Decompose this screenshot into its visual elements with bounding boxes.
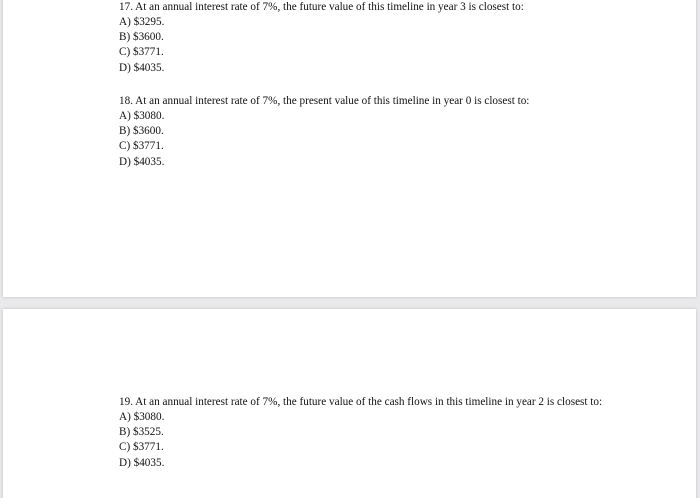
- question-19-options: [119, 410, 609, 471]
- option-a: A) $3080.: [119, 110, 165, 122]
- option-a: A) $3080.: [119, 411, 165, 423]
- option-c: C) $3771.: [119, 441, 164, 454]
- question-17-options: [119, 15, 619, 76]
- question-18-options: [119, 109, 619, 170]
- question-17: [119, 0, 619, 76]
- question-19-text: 19. At an annual interest rate of 7%, the future value of the cash flows in this timeline in year 2 is closest to:: [119, 396, 603, 408]
- option-d: D) $4035.: [119, 61, 165, 74]
- question-18: [119, 94, 619, 170]
- option-d: D) $4035.: [119, 456, 165, 469]
- question-19: [119, 395, 609, 471]
- document-page-1: [3, 0, 696, 297]
- option-c: C) $3771.: [119, 140, 164, 153]
- option-d: D) $4035.: [119, 155, 165, 168]
- option-a: A) $3295.: [119, 16, 165, 28]
- option-b: B) $3525.: [119, 426, 164, 439]
- document-page-2: [3, 309, 696, 498]
- question-18-text: 18. At an annual interest rate of 7%, the present value of this timeline in year 0 is closest to:: [119, 95, 530, 107]
- option-b: B) $3600.: [119, 125, 164, 138]
- option-b: B) $3600.: [119, 31, 164, 44]
- option-c: C) $3771.: [119, 46, 164, 59]
- question-17-text: 17. At an annual interest rate of 7%, the future value of this timeline in year 3 is closest to:: [119, 1, 524, 13]
